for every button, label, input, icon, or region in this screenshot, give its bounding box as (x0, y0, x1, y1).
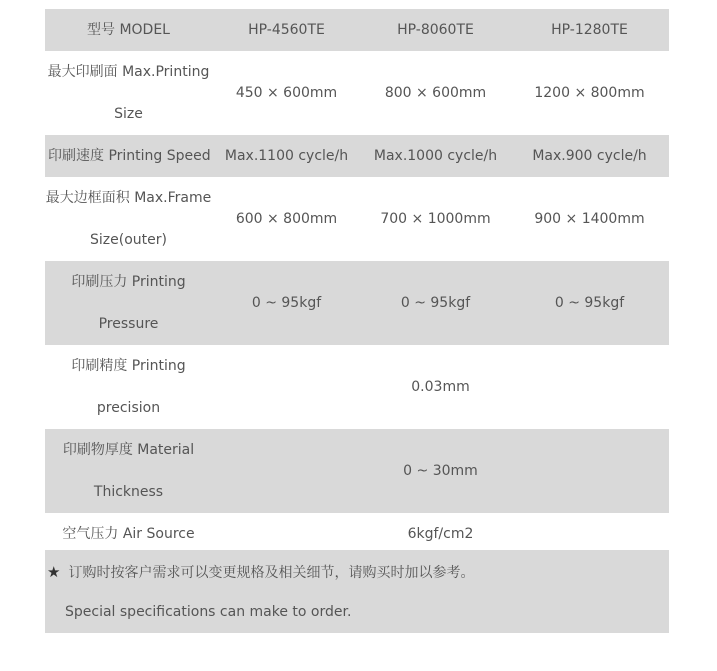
table-row (45, 51, 669, 135)
spec-table (45, 9, 669, 555)
note-chinese-line (47, 562, 474, 582)
row-shared-value: 0.03mm (411, 379, 470, 395)
note-english-line (65, 604, 351, 620)
header-row (45, 9, 669, 51)
row-value: Max.1100 cycle/h (224, 148, 349, 164)
header-model-1: HP-4560TE (248, 22, 325, 38)
row-label-line: 印刷物厚度 Material (62, 442, 195, 458)
row-label (45, 135, 212, 177)
row-label-line: 印刷压力 Printing (71, 274, 186, 290)
row-label-line: Thickness (93, 484, 164, 500)
header-model-2: HP-8060TE (397, 22, 474, 38)
row-label (45, 177, 212, 261)
table-row (45, 513, 669, 555)
row-label-line: Pressure (98, 316, 159, 332)
note-block (45, 550, 669, 633)
row-label-line: precision (96, 400, 161, 416)
row-shared-value: 0 ~ 30mm (403, 463, 478, 479)
row-label (45, 345, 212, 429)
row-label-line: 最大边框面积 Max.Frame (45, 190, 212, 206)
table-row (45, 135, 669, 177)
star-icon: ★ (47, 563, 61, 581)
row-shared-value: 6kgf/cm2 (407, 526, 474, 542)
note-chinese-text: 订购时按客户需求可以变更规格及相关细节，请购买时加以参考。 (68, 565, 475, 581)
table-row (45, 261, 669, 345)
table-row (45, 177, 669, 261)
row-label-line: 印刷速度 Printing Speed (48, 148, 211, 164)
note-english-text: Special specifications can make to order. (65, 604, 352, 620)
row-value: Max.1000 cycle/h (373, 148, 498, 164)
row-label-line: 最大印刷面 Max.Printing (47, 64, 210, 80)
row-value: 1200 × 800mm (534, 85, 645, 101)
row-value: Max.900 cycle/h (532, 148, 647, 164)
table-row (45, 429, 669, 513)
header-model-3: HP-1280TE (551, 22, 628, 38)
row-label-line: 空气压力 Air Source (62, 526, 195, 542)
row-value: 600 × 800mm (235, 211, 338, 227)
row-label (45, 429, 212, 513)
row-value: 700 × 1000mm (380, 211, 491, 227)
row-label (45, 513, 212, 555)
row-value: 0 ~ 95kgf (554, 295, 625, 311)
row-label-line: Size (114, 106, 143, 122)
row-label (45, 51, 212, 135)
row-value: 800 × 600mm (384, 85, 487, 101)
header-model-label: 型号 MODEL (87, 22, 170, 38)
row-value: 900 × 1400mm (534, 211, 645, 227)
row-label-line: Size(outer) (90, 232, 167, 248)
row-value: 0 ~ 95kgf (251, 295, 322, 311)
row-value: 0 ~ 95kgf (400, 295, 471, 311)
row-label (45, 261, 212, 345)
table-row (45, 345, 669, 429)
row-value: 450 × 600mm (235, 85, 338, 101)
row-label-line: 印刷精度 Printing (71, 358, 186, 374)
